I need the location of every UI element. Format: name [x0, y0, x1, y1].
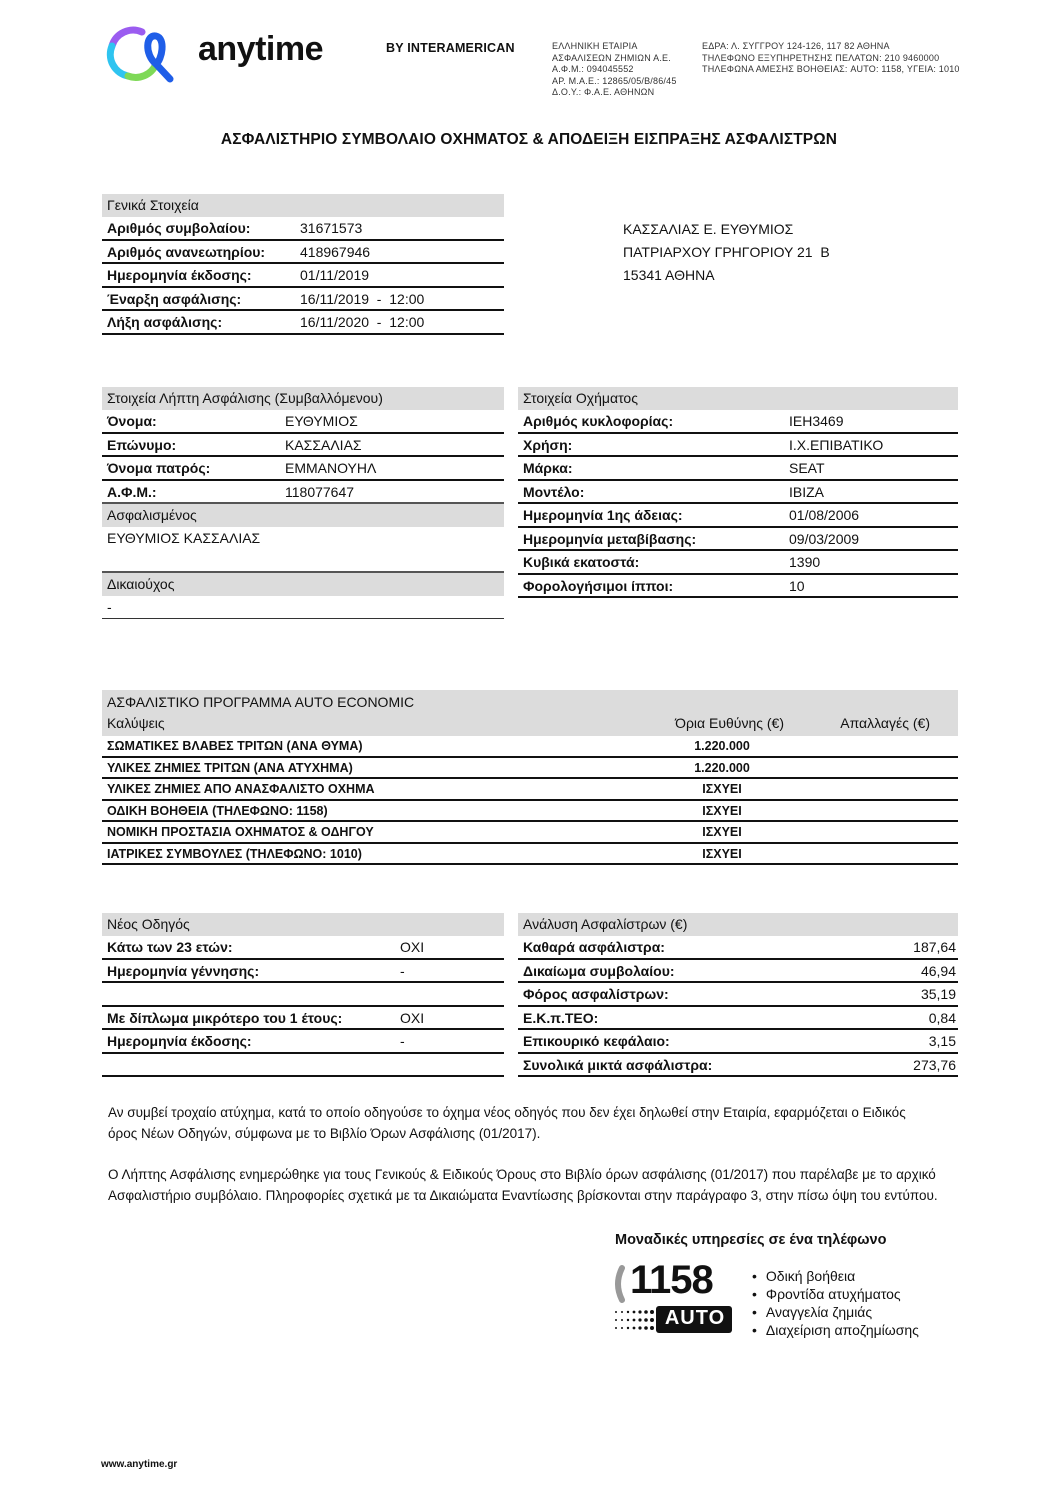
insured-header: Ασφαλισμένος: [102, 504, 504, 527]
table-row: Αριθμός κυκλοφορίας: ΙΕΗ3469: [518, 410, 958, 434]
company-line: ΕΛΛΗΝΙΚΗ ΕΤΑΙΡΙΑ: [552, 41, 638, 51]
address-line: 15341 ΑΘΗΝΑ: [623, 267, 715, 283]
service-item: • Οδική βοήθεια: [752, 1267, 919, 1285]
auto-1158-logo: [612, 1258, 734, 1336]
coverage-header: [102, 690, 958, 736]
service-item: • Φροντίδα ατυχήματος: [752, 1285, 919, 1303]
table-row: ΟΔΙΚΗ ΒΟΗΘΕΙΑ (ΤΗΛΕΦΩΝΟ: 1158) ΙΣΧΥΕΙ: [102, 801, 958, 823]
service-item: • Διαχείριση αποζημίωσης: [752, 1321, 919, 1339]
by-interamerican: BY INTERAMERICAN: [386, 41, 515, 55]
table-row: Κυβικά εκατοστά: 1390: [518, 551, 958, 575]
address-line: ΚΑΣΣΑΛΙΑΣ Ε. ΕΥΘΥΜΙΟΣ: [623, 221, 794, 237]
section-header: Στοιχεία Οχήματος: [518, 387, 958, 410]
table-row: Αριθμός συμβολαίου: 31671573: [102, 217, 504, 241]
table-row: Ε.Κ.π.ΤΕΟ: 0,84: [518, 1007, 958, 1031]
beneficiary-value: -: [102, 596, 504, 619]
table-row: ΥΛΙΚΕΣ ΖΗΜΙΕΣ ΤΡΙΤΩΝ (ΑΝΑ ΑΤΥΧΗΜΑ) 1.220.000: [102, 758, 958, 780]
document-title: ΑΣΦΑΛΙΣΤΗΡΙΟ ΣΥΜΒΟΛΑΙΟ ΟΧΗΜΑΤΟΣ & ΑΠΟΔΕΙΞΗ ΕΙΣΠΡΑΞΗΣ ΑΣΦΑΛΙΣΤΡΩΝ: [220, 131, 838, 148]
vehicle-table: [518, 387, 958, 598]
table-row: Έναρξη ασφάλισης: 16/11/2019 - 12:00: [102, 288, 504, 312]
general-info-table: [102, 194, 504, 335]
table-row: Δικαίωμα συμβολαίου: 46,94: [518, 960, 958, 984]
table-row: Όνομα: ΕΥΘΥΜΙΟΣ: [102, 410, 504, 434]
table-row: ΝΟΜΙΚΗ ΠΡΟΣΤΑΣΙΑ ΟΧΗΜΑΤΟΣ & ΟΔΗΓΟΥ ΙΣΧΥΕΙ: [102, 822, 958, 844]
contact-info: [702, 41, 960, 76]
terms-note: Ο Λήπτης Ασφάλισης ενημερώθηκε για τους Γενικούς & Ειδικούς Όρους στο Βιβλίο όρων ασφάλισης (01/2017) που παρέλαβε με το αρχικό Ασφαλιστήριο συμβόλαιο. Πληροφορίες σχετικά με τα Δικαιώματα Εναντίωσης βρίσκονται στην παράγραφο 3, στην πίσω όψη του εντύπου.: [108, 1167, 938, 1203]
table-row: Ημερομηνία έκδοσης: -: [102, 1030, 504, 1054]
column-header-deductibles: Απαλλαγές (€): [840, 715, 930, 731]
section-header: Στοιχεία Λήπτη Ασφάλισης (Συμβαλλόμενου): [102, 387, 504, 410]
services-title: Μοναδικές υπηρεσίες σε ένα τηλέφωνο: [615, 1232, 887, 1248]
table-row: Μοντέλο: IBIZA: [518, 481, 958, 505]
table-row: ΣΩΜΑΤΙΚΕΣ ΒΛΑΒΕΣ ΤΡΙΤΩΝ (ΑΝΑ ΘΥΜΑ) 1.220.000: [102, 736, 958, 758]
table-row: Ημερομηνία μεταβίβασης: 09/03/2009: [518, 528, 958, 552]
table-row: Α.Φ.Μ.: 118077647: [102, 481, 504, 505]
mailing-address: [623, 218, 830, 287]
service-number: 1158: [630, 1258, 713, 1302]
table-row: Λήξη ασφάλισης: 16/11/2020 - 12:00: [102, 311, 504, 335]
coverage-table: [102, 690, 958, 865]
auto-badge: AUTO: [664, 1307, 726, 1329]
company-line: Α.Φ.Μ.: 094045552: [552, 64, 634, 74]
table-row: ΙΑΤΡΙΚΕΣ ΣΥΜΒΟΥΛΕΣ (ΤΗΛΕΦΩΝΟ: 1010) ΙΣΧΥΕΙ: [102, 844, 958, 866]
contact-line: ΤΗΛΕΦΩΝΑ ΑΜΕΣΗΣ ΒΟΗΘΕΙΑΣ: AUTO: 1158, ΥΓΕΙΑ: 1010: [702, 64, 960, 74]
policyholder-table: [102, 387, 504, 619]
company-line: Δ.Ο.Υ.: Φ.Α.Ε. ΑΘΗΝΩΝ: [552, 87, 655, 97]
table-row: Φόρος ασφαλίστρων: 35,19: [518, 983, 958, 1007]
table-row: Επικουρικό κεφάλαιο: 3,15: [518, 1030, 958, 1054]
anytime-logo-icon: [104, 24, 188, 84]
section-header: Ανάλυση Ασφαλίστρων (€): [518, 913, 958, 936]
table-row: [102, 1054, 504, 1078]
table-row: Με δίπλωμα μικρότερο του 1 έτους: ΟΧΙ: [102, 1007, 504, 1031]
brand-name: anytime: [198, 30, 323, 68]
beneficiary-header: Δικαιούχος: [102, 573, 504, 596]
contact-line: ΤΗΛΕΦΩΝΟ ΕΞΥΠΗΡΕΤΗΣΗΣ ΠΕΛΑΤΩΝ: 210 9460000: [702, 52, 940, 63]
service-item: • Αναγγελία ζημιάς: [752, 1303, 919, 1321]
table-row: ΥΛΙΚΕΣ ΖΗΜΙΕΣ ΑΠΟ ΑΝΑΣΦΑΛΙΣΤΟ ΟΧΗΜΑ ΙΣΧΥΕΙ: [102, 779, 958, 801]
contact-line: ΕΔΡΑ: Λ. ΣΥΓΓΡΟΥ 124-126, 117 82 ΑΘΗΝΑ: [702, 41, 890, 51]
table-row: [102, 983, 504, 1007]
program-name: ΑΣΦΑΛΙΣΤΙΚΟ ΠΡΟΓΡΑΜΜΑ AUTO ECONOMIC: [107, 694, 415, 710]
section-header: Γενικά Στοιχεία: [102, 194, 504, 217]
website-link[interactable]: www.anytime.gr: [101, 1459, 178, 1470]
services-list: [752, 1267, 919, 1339]
table-row: Αριθμός ανανεωτηρίου: 418967946: [102, 241, 504, 265]
new-driver-note: Αν συμβεί τροχαίο ατύχημα, κατά το οποίο οδηγούσε το όχημα νέος οδηγός που δεν έχει δηλωθεί στην Εταιρία, εφαρμόζεται ο Ειδικός όρος Νέων Οδηγών, σύμφωνα με το Βιβλίο Όρων Ασφάλισης (01/2017).: [108, 1105, 906, 1141]
table-row: Ημερομηνία 1ης άδειας: 01/08/2006: [518, 504, 958, 528]
company-line: ΑΡ. Μ.Α.Ε.: 12865/05/Β/86/45: [552, 75, 677, 86]
table-row: Κάτω των 23 ετών: ΟΧΙ: [102, 936, 504, 960]
company-line: ΑΣΦΑΛΙΣΕΩΝ ΖΗΜΙΩΝ Α.Ε.: [552, 52, 671, 63]
column-header-coverages: Καλύψεις: [107, 715, 165, 731]
table-row: Μάρκα: SEAT: [518, 457, 958, 481]
table-row: Ημερομηνία έκδοσης: 01/11/2019: [102, 264, 504, 288]
table-row: Ημερομηνία γέννησης: -: [102, 960, 504, 984]
section-header: Νέος Οδηγός: [102, 913, 504, 936]
table-row: Καθαρά ασφάλιστρα: 187,64: [518, 936, 958, 960]
new-driver-table: [102, 913, 504, 1077]
premium-breakdown-table: [518, 913, 958, 1077]
table-row: Όνομα πατρός: ΕΜΜΑΝΟΥΗΛ: [102, 457, 504, 481]
column-header-limits: Όρια Ευθύνης (€): [675, 715, 784, 731]
table-row: Επώνυμο: ΚΑΣΣΑΛΙΑΣ: [102, 434, 504, 458]
table-row: Φορολογήσιμοι ίπποι: 10: [518, 575, 958, 599]
address-line: ΠΑΤΡΙΑΡΧΟΥ ΓΡΗΓΟΡΙΟΥ 21 Β: [623, 244, 830, 260]
company-info: [552, 41, 677, 99]
table-row: Συνολικά μικτά ασφάλιστρα: 273,76: [518, 1054, 958, 1078]
insured-value: ΕΥΘΥΜΙΟΣ ΚΑΣΣΑΛΙΑΣ: [102, 527, 504, 573]
table-row: Χρήση: Ι.Χ.ΕΠΙΒΑΤΙΚΟ: [518, 434, 958, 458]
